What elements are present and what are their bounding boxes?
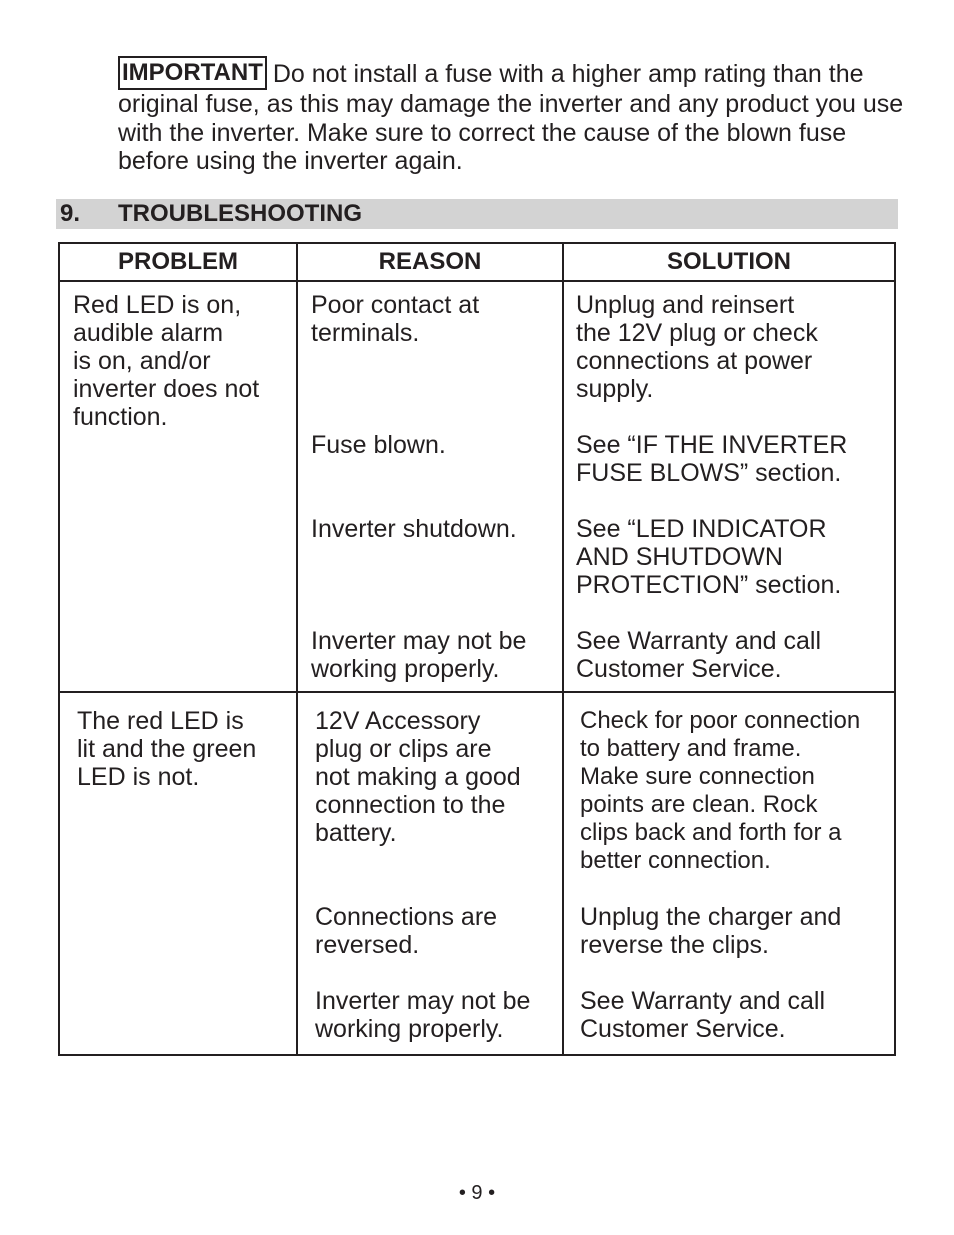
solution-cell: See Warranty and call Customer Service. bbox=[576, 627, 822, 683]
solution-cell: See “LED INDICATOR AND SHUTDOWN PROTECTION” section. bbox=[576, 515, 842, 599]
reason-cell: Inverter may not be working properly. bbox=[315, 987, 531, 1043]
header-reason: REASON bbox=[378, 248, 482, 275]
reason-cell: Connections are reversed. bbox=[315, 903, 498, 959]
important-note bbox=[118, 56, 908, 176]
solution-cell: Unplug and reinsert the 12V plug or check connections at power supply. bbox=[576, 291, 818, 403]
column-divider bbox=[296, 244, 298, 1054]
header-problem: PROBLEM bbox=[118, 248, 238, 275]
header-solution: SOLUTION bbox=[667, 248, 791, 275]
reason-cell: 12V Accessory plug or clips are not making a good connection to the battery. bbox=[315, 707, 521, 847]
solution-cell: Unplug the charger and reverse the clips. bbox=[580, 903, 842, 959]
solution-cell: Check for poor connection to battery and frame. Make sure connection points are clean. Rock clips back and forth for a better connection. bbox=[580, 707, 861, 874]
problem-cell: The red LED is lit and the green LED is not. bbox=[77, 707, 257, 791]
reason-cell: Inverter shutdown. bbox=[311, 515, 517, 543]
page-number: • 9 • bbox=[458, 1182, 496, 1204]
solution-cell: See “IF THE INVERTER FUSE BLOWS” section. bbox=[576, 431, 848, 487]
solution-cell: See Warranty and call Customer Service. bbox=[580, 987, 826, 1043]
column-divider bbox=[562, 244, 564, 1054]
row-divider bbox=[60, 691, 894, 693]
section-number: 9. bbox=[60, 200, 81, 227]
troubleshooting-table bbox=[58, 242, 896, 1056]
important-tag: IMPORTANT bbox=[118, 56, 267, 90]
reason-cell: Fuse blown. bbox=[311, 431, 446, 459]
reason-cell: Poor contact at terminals. bbox=[311, 291, 480, 347]
header-divider bbox=[60, 280, 894, 282]
section-title: TROUBLESHOOTING bbox=[118, 200, 362, 227]
section-heading bbox=[56, 199, 898, 229]
problem-cell: Red LED is on, audible alarm is on, and/or inverter does not function. bbox=[73, 291, 260, 431]
reason-cell: Inverter may not be working properly. bbox=[311, 627, 527, 683]
important-text: Do not install a fuse with a higher amp rating than the original fuse, as this may damage the inverter and any product you use with the inverter. Make sure to correct the cause of the blown fuse before using the inverter again. bbox=[118, 60, 904, 175]
